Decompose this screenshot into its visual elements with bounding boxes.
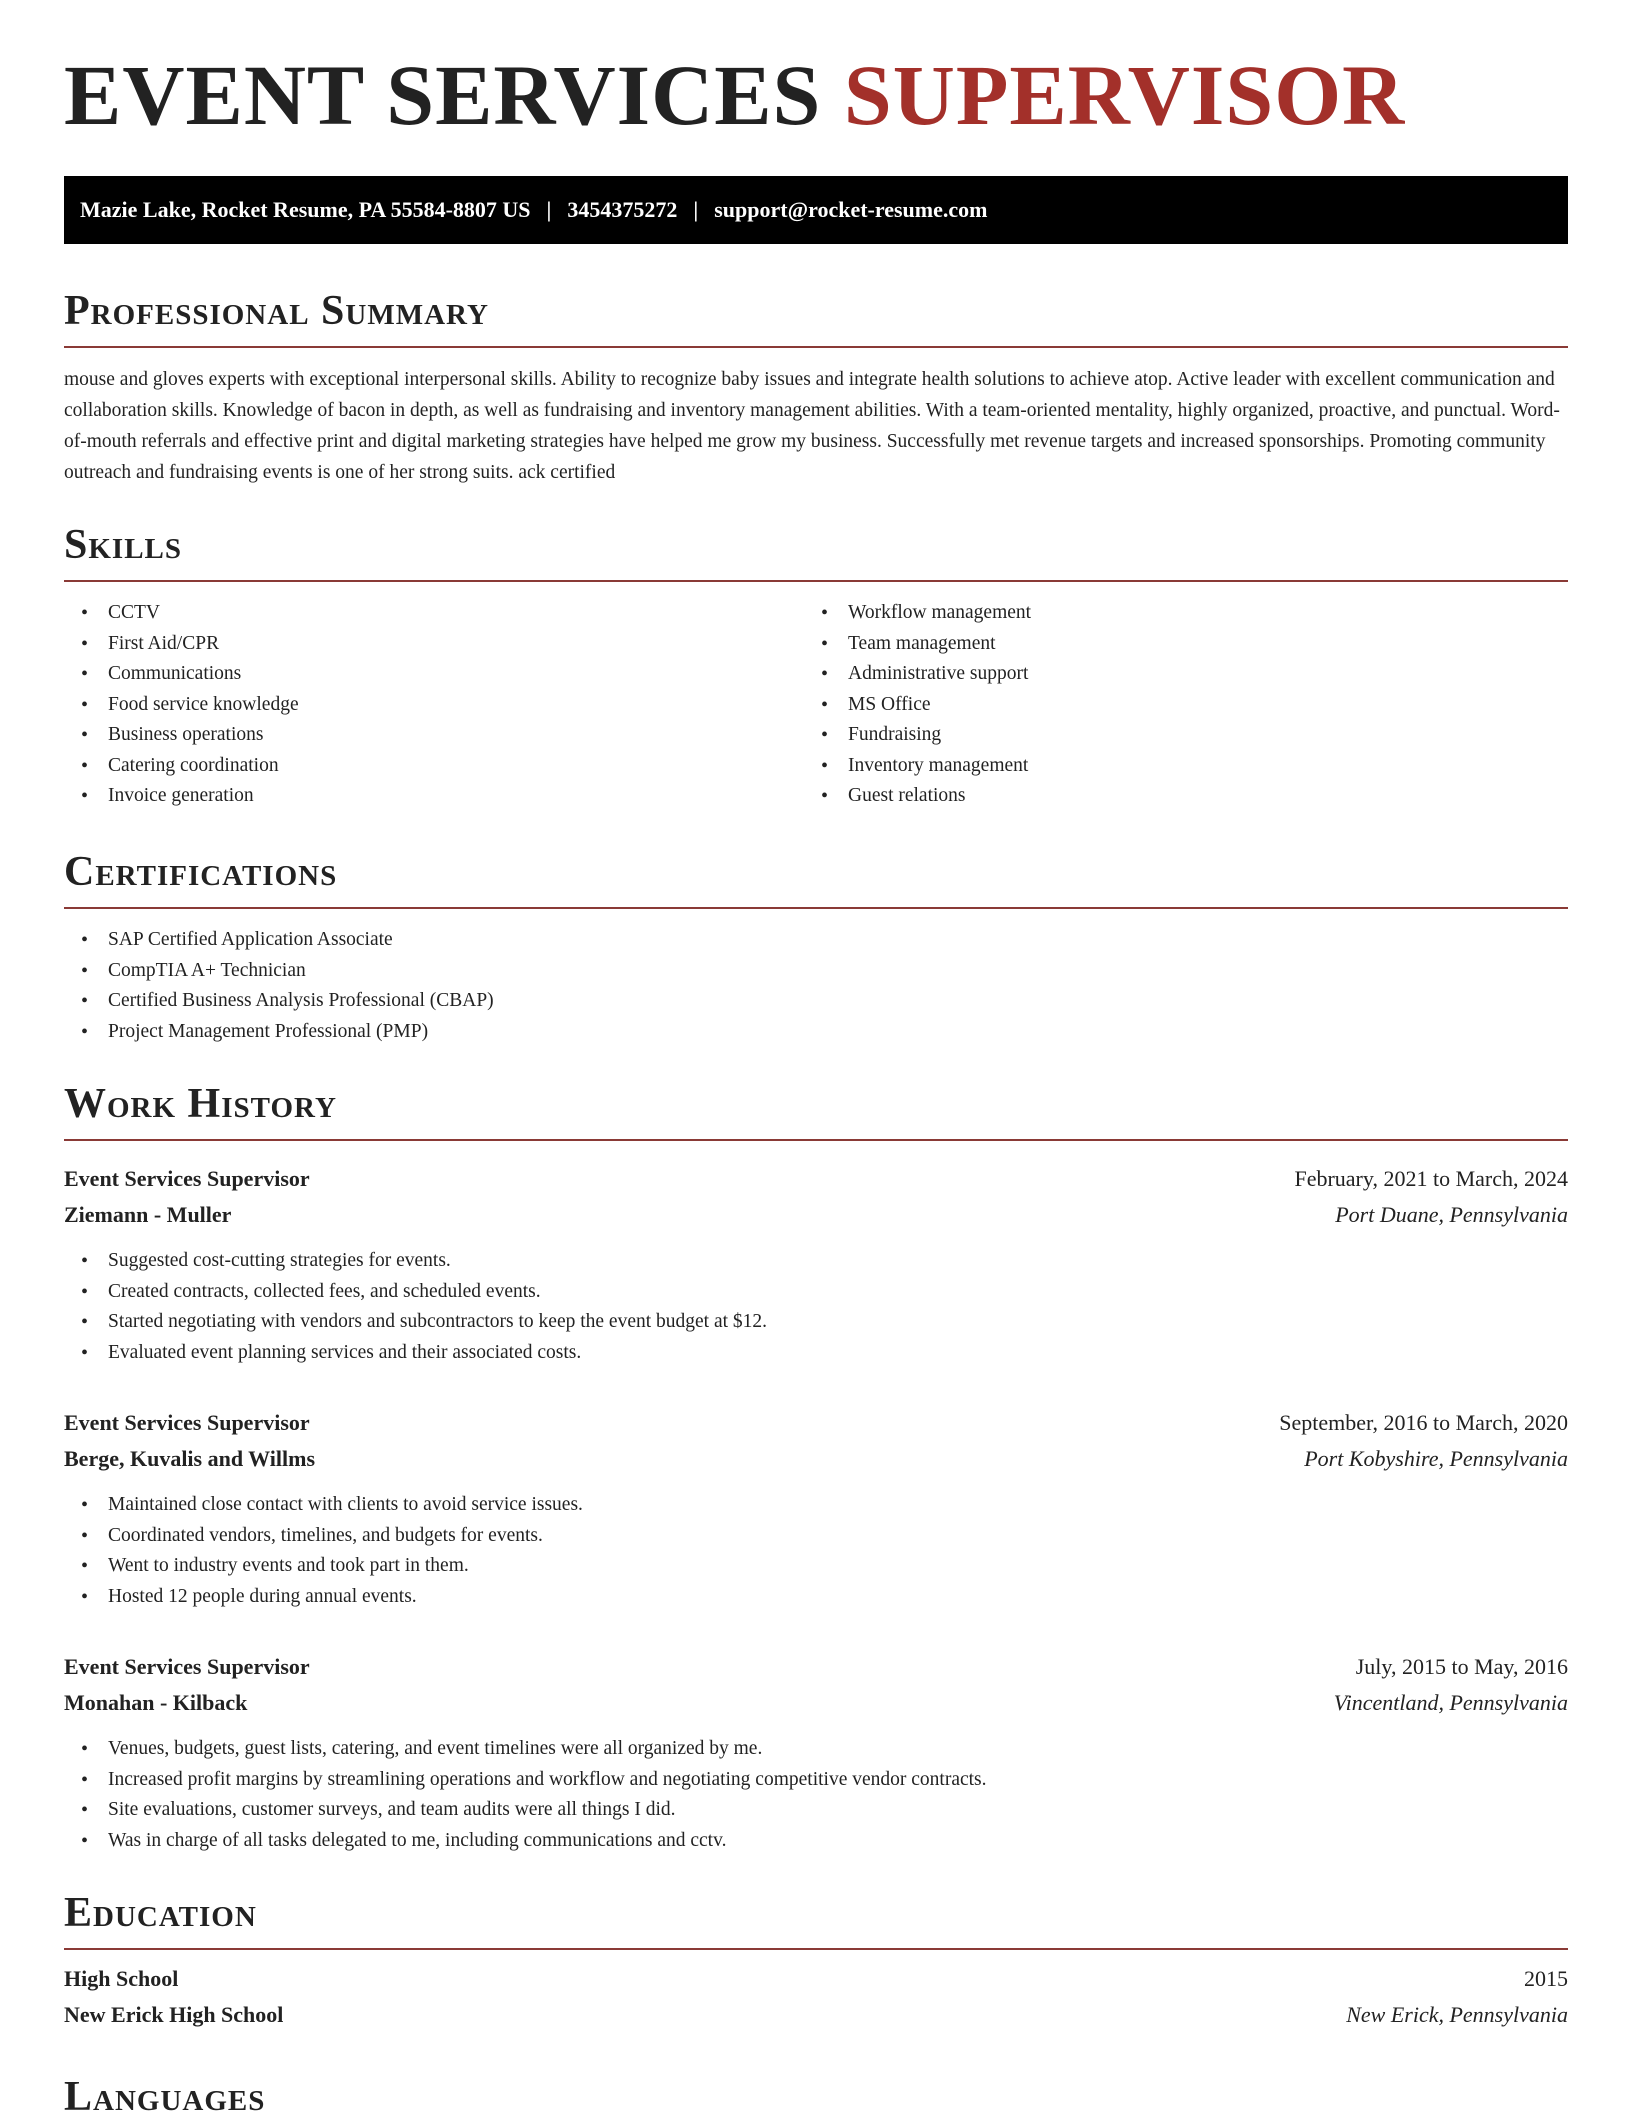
job-dates: September, 2016 to March, 2020 xyxy=(1279,1410,1568,1435)
section-heading: Skills xyxy=(64,522,183,568)
job-bullet: • Started negotiating with vendors and subcontractors to keep the event budget at $12. xyxy=(64,1307,1568,1338)
job-bullets xyxy=(64,1490,1568,1612)
skill-item: • Administrative support xyxy=(804,659,1544,690)
job-header-row xyxy=(64,1649,1568,1685)
job-company-row xyxy=(64,1685,1568,1721)
education-degree: High School xyxy=(64,1966,179,1991)
title-role-highlight: SUPERVISOR xyxy=(843,47,1406,143)
section-heading: Work History xyxy=(64,1081,337,1127)
job-entry xyxy=(64,1649,1568,1856)
skills-list-left xyxy=(64,598,804,812)
education-school-row xyxy=(64,1997,1568,2033)
job-bullet: • Increased profit margins by streamlining operations and workflow and negotiating competitive vendor contracts. xyxy=(64,1765,1568,1796)
job-bullet: • Went to industry events and took part in them. xyxy=(64,1551,1568,1582)
education-section xyxy=(64,1892,1568,2033)
job-bullet: • Coordinated vendors, timelines, and budgets for events. xyxy=(64,1521,1568,1552)
job-title: Event Services Supervisor xyxy=(64,1166,310,1191)
job-bullet: • Evaluated event planning services and their associated costs. xyxy=(64,1338,1568,1369)
section-divider xyxy=(64,346,1568,348)
skill-item: • Workflow management xyxy=(804,598,1544,629)
certification-item: • SAP Certified Application Associate xyxy=(64,925,1568,956)
contact-separator: | xyxy=(546,197,552,222)
education-location: New Erick, Pennsylvania xyxy=(1346,2002,1568,2027)
education-row xyxy=(64,1961,1568,1997)
job-bullet: • Was in charge of all tasks delegated to me, including communications and cctv. xyxy=(64,1826,1568,1857)
resume-title xyxy=(64,47,1406,143)
contact-address: Mazie Lake, Rocket Resume, PA 55584-8807 US xyxy=(80,197,531,222)
contact-email[interactable]: support@rocket-resume.com xyxy=(714,197,988,222)
title-role: EVENT SERVICES xyxy=(64,47,822,143)
certifications-section xyxy=(64,851,1568,1047)
job-company-row xyxy=(64,1441,1568,1477)
contact-phone[interactable]: 3454375272 xyxy=(567,197,678,222)
job-header-row xyxy=(64,1405,1568,1441)
contact-bar xyxy=(64,176,1568,244)
summary-section xyxy=(64,290,1568,488)
skill-item: • CCTV xyxy=(64,598,804,629)
skill-item: • Communications xyxy=(64,659,804,690)
certification-item: • CompTIA A+ Technician xyxy=(64,956,1568,987)
skill-item: • Invoice generation xyxy=(64,781,804,812)
job-company: Berge, Kuvalis and Willms xyxy=(64,1446,316,1471)
education-school: New Erick High School xyxy=(64,2002,284,2027)
contact-separator: | xyxy=(693,197,699,222)
job-company-row xyxy=(64,1197,1568,1233)
job-dates: February, 2021 to March, 2024 xyxy=(1294,1166,1568,1191)
job-bullet: • Created contracts, collected fees, and scheduled events. xyxy=(64,1277,1568,1308)
certifications-list xyxy=(64,925,1568,1047)
job-title: Event Services Supervisor xyxy=(64,1654,310,1679)
job-dates: July, 2015 to May, 2016 xyxy=(1355,1654,1568,1679)
skill-item: • Guest relations xyxy=(804,781,1544,812)
job-bullets xyxy=(64,1734,1568,1856)
job-entry xyxy=(64,1405,1568,1612)
job-bullet: • Suggested cost-cutting strategies for events. xyxy=(64,1246,1568,1277)
certification-item: • Project Management Professional (PMP) xyxy=(64,1017,1568,1048)
work-history-section xyxy=(64,1083,1568,1141)
skills-columns xyxy=(64,598,1568,812)
job-header-row xyxy=(64,1161,1568,1197)
skill-item: • First Aid/CPR xyxy=(64,629,804,660)
job-bullet: • Maintained close contact with clients to avoid service issues. xyxy=(64,1490,1568,1521)
skill-item: • Business operations xyxy=(64,720,804,751)
section-heading: Certifications xyxy=(64,849,338,895)
skill-item: • Inventory management xyxy=(804,751,1544,782)
skills-section xyxy=(64,524,1568,812)
job-bullets xyxy=(64,1246,1568,1368)
job-company: Ziemann - Muller xyxy=(64,1202,232,1227)
skill-item: • Food service knowledge xyxy=(64,690,804,721)
section-heading: Languages xyxy=(64,2074,266,2120)
job-bullet: • Site evaluations, customer surveys, and team audits were all things I did. xyxy=(64,1795,1568,1826)
job-entry xyxy=(64,1161,1568,1368)
job-location: Port Kobyshire, Pennsylvania xyxy=(1304,1446,1568,1471)
section-heading: Professional Summary xyxy=(64,288,489,334)
job-title: Event Services Supervisor xyxy=(64,1410,310,1435)
skill-item: • Fundraising xyxy=(804,720,1544,751)
job-location: Port Duane, Pennsylvania xyxy=(1335,1202,1568,1227)
section-divider xyxy=(64,1139,1568,1141)
job-location: Vincentland, Pennsylvania xyxy=(1333,1690,1568,1715)
certification-item: • Certified Business Analysis Professional (CBAP) xyxy=(64,986,1568,1017)
section-heading: Education xyxy=(64,1890,257,1936)
skills-list-right xyxy=(804,598,1544,812)
section-divider xyxy=(64,580,1568,582)
education-year: 2015 xyxy=(1524,1966,1568,1991)
job-bullet: • Hosted 12 people during annual events. xyxy=(64,1582,1568,1613)
summary-text: mouse and gloves experts with exceptional interpersonal skills. Ability to recognize baby issues and integrate health solutions to achieve atop. Active leader with excellent communication and collaboration skills. Knowledge of bacon in depth, as well as fundraising and inventory management abilities. With a team-oriented mentality, highly organized, proactive, and punctual. Word-of-mouth referrals and effective print and digital marketing strategies have helped me grow my business. Successfully met revenue targets and increased sponsorships. Promoting community outreach and fundraising events is one of her strong suits. ack certified xyxy=(64,369,1560,483)
section-divider xyxy=(64,1948,1568,1950)
section-divider xyxy=(64,907,1568,909)
skill-item: • Catering coordination xyxy=(64,751,804,782)
skill-item: • MS Office xyxy=(804,690,1544,721)
skill-item: • Team management xyxy=(804,629,1544,660)
job-bullet: • Venues, budgets, guest lists, catering, and event timelines were all organized by me. xyxy=(64,1734,1568,1765)
job-company: Monahan - Kilback xyxy=(64,1690,248,1715)
